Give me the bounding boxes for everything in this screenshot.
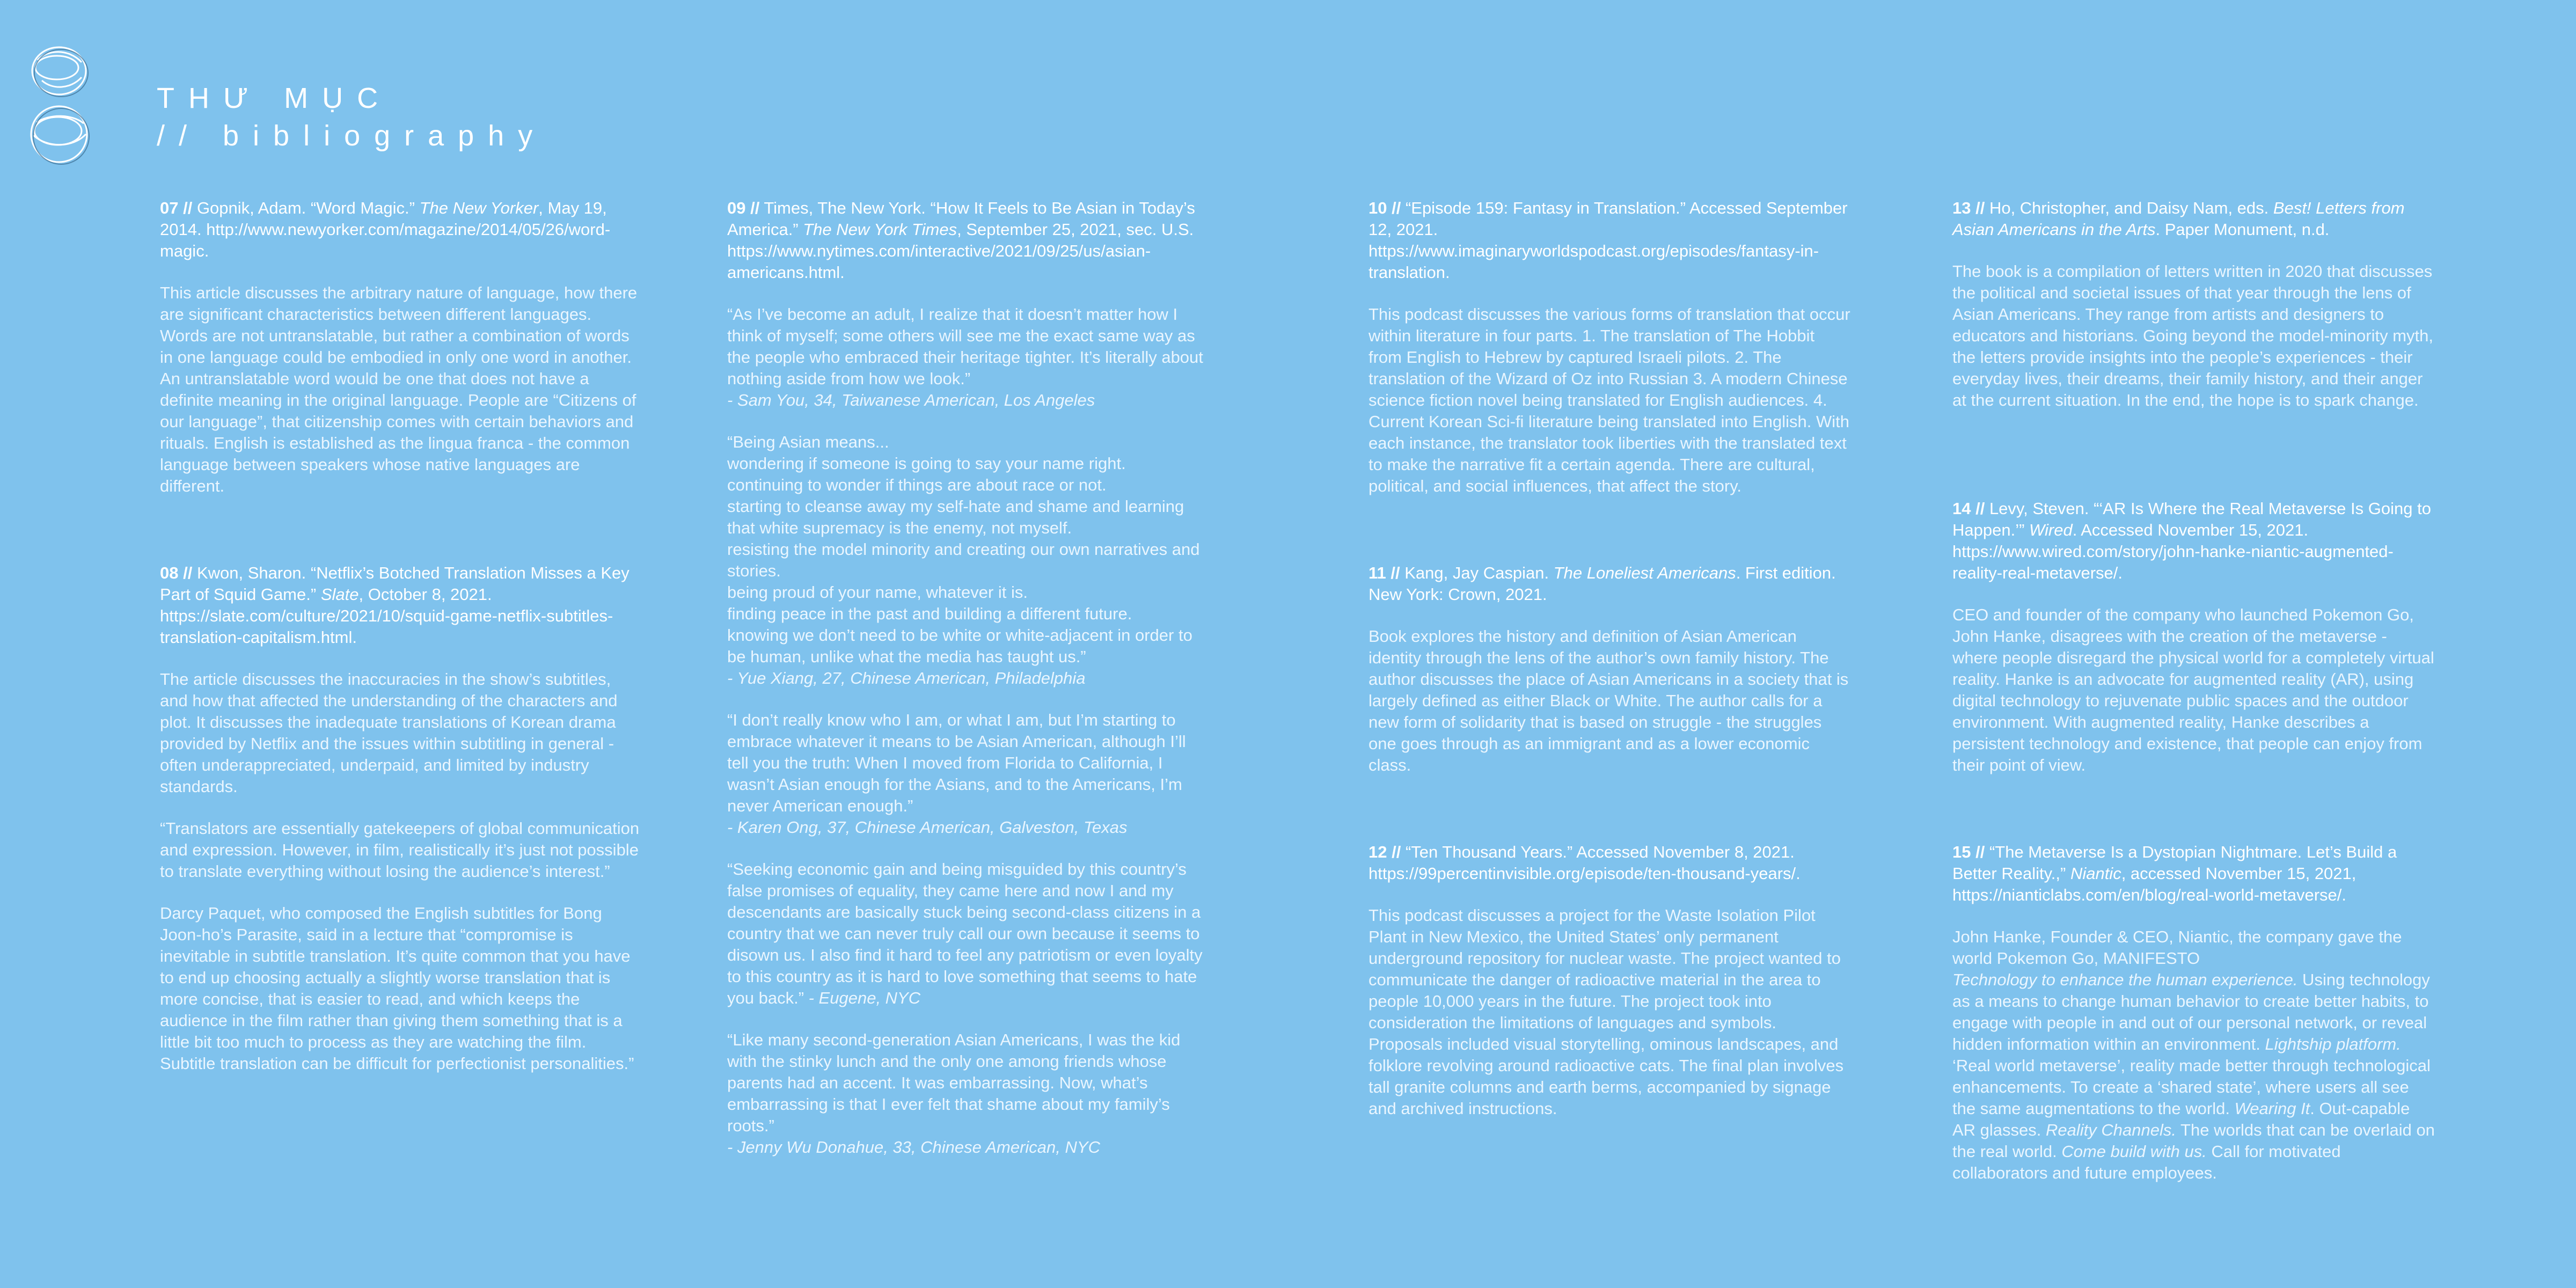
citation: 09 // Times, The New York. “How It Feels to Be Asian in Today’s America.” The New York Times, September 25, 2021, sec. U.S. https://www.nytimes.com/interactive/2021/09/25/us/asian-americans.html. — [727, 199, 1195, 282]
citation: 10 // “Episode 159: Fantasy in Translation.” Accessed September 12, 2021. https://www.imaginaryworldspodcast.org/episodes/fantasy-in-translation. — [1368, 199, 1848, 282]
logo — [26, 39, 96, 173]
bibliography-entry-12 — [1368, 841, 1851, 1140]
summary: The article discusses the inaccuracies in the show’s subtitles, and how that affected the understanding of the characters and plot. It discusses the inadequate translations of Korean drama provided by Netflix and the issues within subtitling in general - often underappreciated, underpaid, and limited by industry standards. — [160, 670, 618, 796]
citation: 07 // Gopnik, Adam. “Word Magic.” The New Yorker, May 19, 2014. http://www.newyorker.com/magazine/2014/05/26/word-magic. — [160, 199, 611, 260]
bibliography-entry-07 — [160, 197, 643, 517]
summary: This article discusses the arbitrary nature of language, how there are significant characteristics between different languages. Words are not untranslatable, but rather a combination of words in one language could be embodied in only one word in another. An untranslatable word would be one that does not have a definite meaning in the original language. People are “Citizens of our language”, that citizenship comes with certain behaviors and rituals. English is established as the lingua franca - the common language between speakers whose native languages are different. — [160, 283, 638, 495]
citation: 15 // “The Metaverse Is a Dystopian Nightmare. Let’s Build a Better Reality.,” Niantic, accessed November 15, 2021, https://nianticlabs.com/en/blog/real-world-metaverse/. — [1952, 843, 2397, 904]
citation: 12 // “Ten Thousand Years.” Accessed November 8, 2021. https://99percentinvisible.org/episode/ten-thousand-years/. — [1368, 843, 1801, 883]
citation: 08 // Kwon, Sharon. “Netflix’s Botched Translation Misses a Key Part of Squid Game.” Slate, October 8, 2021. https://slate.com/culture/2021/10/squid-game-netflix-subtitles-translation-capitalism.html. — [160, 564, 630, 647]
page-header — [157, 79, 546, 155]
citation: 11 // Kang, Jay Caspian. The Loneliest Americans. First edition. New York: Crown, 2021. — [1368, 564, 1836, 604]
citation: 14 // Levy, Steven. “‘AR Is Where the Real Metaverse Is Going to Happen.’” Wired. Accessed November 15, 2021. https://www.wired.com/story/john-hanke-niantic-augmented-reality-real-metaverse/. — [1952, 499, 2431, 582]
quote: “Translators are essentially gatekeepers of global communication and expression. However, in film, realistically it’s just not possible to translate everything without losing the audience’s interest.” — [160, 819, 640, 881]
bibliography-entry-15 — [1952, 841, 2435, 1204]
page-title: THƯ MỤC — [157, 82, 392, 114]
quote: “As I’ve become an adult, I realize that it doesn’t matter how I think of myself; some others will see me the exact same way as the people who embraced their heritage tighter. It’s literally about nothing aside from how we look.” - Sam You, 34, Taiwanese American, Los Angeles — [727, 305, 1203, 409]
bibliography-entry-09 — [727, 197, 1210, 1179]
bibliography-entry-14 — [1952, 498, 2435, 796]
quote: “Like many second-generation Asian Americans, I was the kid with the stinky lunch and the only one among friends whose parents had an accent. It was embarrassing. Now, what’s embarrassing is that I ever felt that shame about my family’s roots.” - Jenny Wu Donahue, 33, Chinese American, NYC — [727, 1030, 1181, 1157]
page-subtitle: // bibliography — [157, 120, 547, 152]
summary: CEO and founder of the company who launched Pokemon Go, John Hanke, disagrees with the creation of the metaverse - where people disregard the physical world for a completely virtual reality. Hanke is an advocate for augmented reality (AR), using digital technology to rejuvenate public spaces and the outdoor environment. With augmented reality, Hanke describes a persistent technology and existence, that people can enjoy from their point of view. — [1952, 605, 2434, 774]
quote: “Seeking economic gain and being misguided by this country’s false promises of equality, they came here and now I and my descendants are basically stuck being second-class citizens in a country that we can never truly call our own because it seems to disown us. I also find it hard to feel any patriotism or even loyalty to this country as it is hard to love something that seems to hate you back.” - Eugene, NYC — [727, 860, 1203, 1007]
summary: Book explores the history and definition of Asian American identity through the lens of the author’s own family history. The author discusses the place of Asian Americans in a society that is largely defined as either Black or White. The author calls for a new form of solidarity that is based on struggle - the struggles one goes through as an immigrant and as a lower economic class. — [1368, 627, 1849, 774]
quote: “Being Asian means... wondering if someone is going to say your name right. continuing to wonder if things are about race or not. starting to cleanse away my self-hate and shame and learning that white supremacy is the enemy, not myself. resisting the model minority and creating our own narratives and stories. being proud of your name, whatever it is. finding peace in the past and building a different future. knowing we don’t need to be white or white-adjacent in order to be human, unlike what the media has taught us.” - Yue Xiang, 27, Chinese American, Philadelphia — [727, 433, 1200, 687]
summary: John Hanke, Founder & CEO, Niantic, the company gave the world Pokemon Go, MANIFESTO Technology to enhance the human experience. Using technology as a means to change human behavior to create better habits, to engage with people in and out of our personal network, or reveal hidden information within an environment. Lightship platform. ‘Real world metaverse’, reality made better through technological enhancements. To create a ‘shared state’, where users all see the same augmentations to the world. Wearing It. Out-capable AR glasses. Reality Channels. The worlds that can be overlaid on the real world. Come build with us. Call for motivated collaborators and future employees. — [1952, 927, 2435, 1182]
bibliography-entry-13 — [1952, 197, 2435, 431]
summary: This podcast discusses the various forms of translation that occur within literature in four parts. 1. The translation of The Hobbit from English to Hebrew by captured Israeli pilots. 2. The translation of the Wizard of Oz into Russian 3. A modern Chinese science fiction novel being translated for English audiences. 4. Current Korean Sci-fi literature being translated into English. With each instance, the translator took liberties with the translated text to make the narrative fit a certain agenda. There are cultural, political, and social influences, that affect the story. — [1368, 305, 1850, 495]
quote: Darcy Paquet, who composed the English subtitles for Bong Joon-ho’s Parasite, said in a lecture that “compromise is inevitable in subtitle translation. It’s quite common that you have to end up choosing actually a slightly worse translation that is more concise, that is easier to read, and which keeps the audience in the film rather than giving them something that is a little bit too much to process as they are watching the film. Subtitle translation can be difficult for perfectionist personalities.” — [160, 904, 634, 1073]
bibliography-entry-11 — [1368, 562, 1851, 796]
quote: “I don’t really know who I am, or what I am, but I’m starting to embrace whatever it means to be Asian American, although I’ll tell you the truth: When I moved from Florida to California, I wasn’t Asian enough for the Asians, and to the Americans, I’m never American enough.” - Karen Ong, 37, Chinese American, Galveston, Texas — [727, 711, 1186, 837]
summary: This podcast discusses a project for the Waste Isolation Pilot Plant in New Mexico, the United States’ only permanent underground repository for nuclear waste. The project wanted to communicate the danger of radioactive material in the area to people 10,000 years in the future. The project took into consideration the limitations of languages and symbols. Proposals included visual storytelling, ominous landscapes, and folklore revolving around radioactive cats. The final plan involves tall granite columns and earth berms, accompanied by signage and archived instructions. — [1368, 906, 1844, 1118]
citation: 13 // Ho, Christopher, and Daisy Nam, eds. Best! Letters from Asian Americans in the Arts. Paper Monument, n.d. — [1952, 199, 2405, 239]
bibliography-entry-08 — [160, 562, 643, 1095]
bibliography-entry-10 — [1368, 197, 1851, 517]
summary: The book is a compilation of letters written in 2020 that discusses the political and societal issues of that year through the lens of Asian Americans. They range from artists and designers to educators and historians. Going beyond the model-minority myth, the letters provide insights into the people’s experiences - their everyday lives, their dreams, their family history, and their anger at the current situation. In the end, the hope is to spark change. — [1952, 262, 2434, 409]
